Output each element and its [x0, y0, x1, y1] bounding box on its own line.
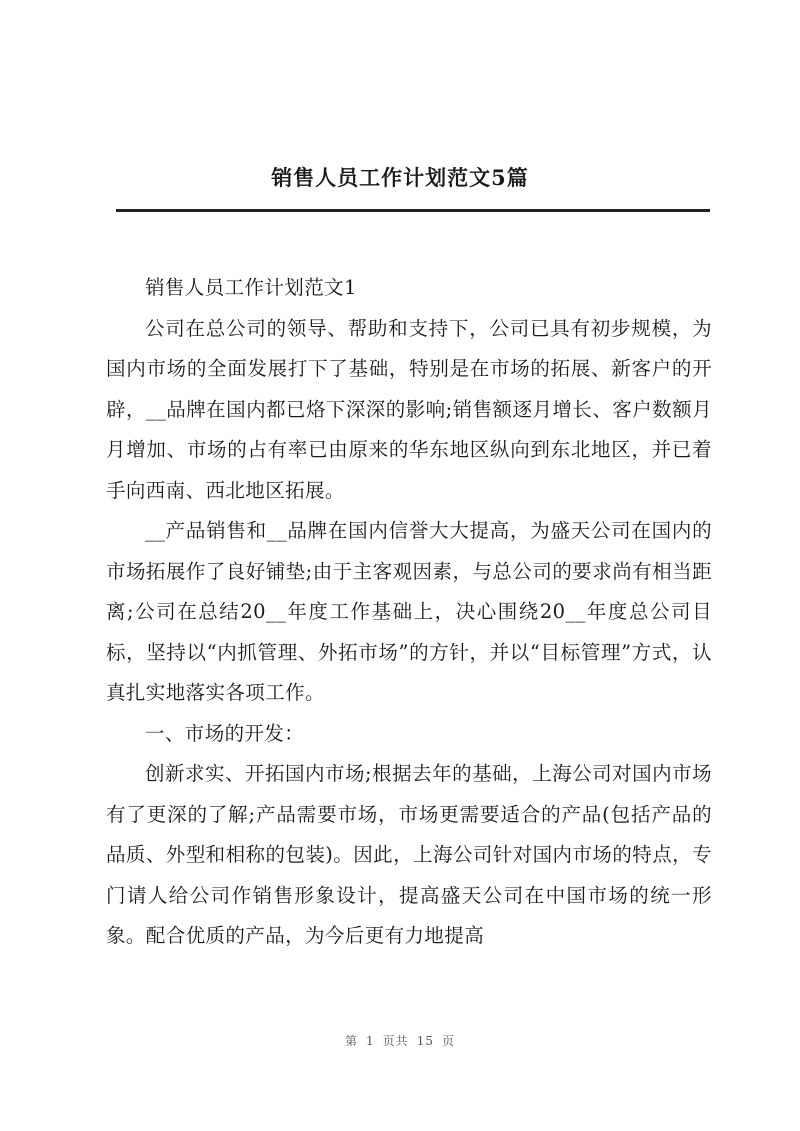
paragraph: __产品销售和__品牌在国内信誉大大提高，为盛天公司在国内的市场拓展作了良好铺垫;由于主客观因素，与总公司的要求尚有相当距离;公司在总结20__年度工作基础上，决心围绕20__年度总公司目标，坚持以“内抓管理、外拓市场”的方针，并以“目标管理”方式，认真扎实地落实各项工作。: [106, 519, 712, 704]
paragraph: 公司在总公司的领导、帮助和支持下，公司已具有初步规模，为国内市场的全面发展打下了基础，特别是在市场的拓展、新客户的开辟，__品牌在国内都已烙下深深的影响;销售额逐月增长、客户数额月月增加、市场的占有率已由原来的华东地区纵向到东北地区，并已着手向西南、西北地区拓展。: [106, 316, 712, 502]
page-footer: [0, 1032, 800, 1049]
page-label-suffix: 页: [441, 1034, 455, 1048]
paragraph: 创新求实、开拓国内市场;根据去年的基础，上海公司对国内市场有了更深的了解;产品需要市场，市场更需要适合的产品(包括产品的品质、外型和相称的包装)。因此，上海公司针对国内市场的特点，专门请人给公司作销售形象设计，提高盛天公司在中国市场的统一形象。配合优质的产品，为今后更有力地提高: [106, 762, 712, 947]
section-heading: 一、市场的开发：: [145, 721, 305, 745]
page-title: 销售人员工作计划范文5篇: [271, 165, 529, 190]
section-heading: 销售人员工作计划范文1: [145, 276, 357, 299]
title-divider: [116, 209, 710, 212]
document-body: [106, 268, 712, 957]
page-label-prefix: 第: [345, 1034, 359, 1048]
page-label-mid: 页共: [382, 1034, 409, 1048]
total-pages-number: 15: [416, 1034, 434, 1048]
current-page-number: 1: [366, 1034, 375, 1048]
